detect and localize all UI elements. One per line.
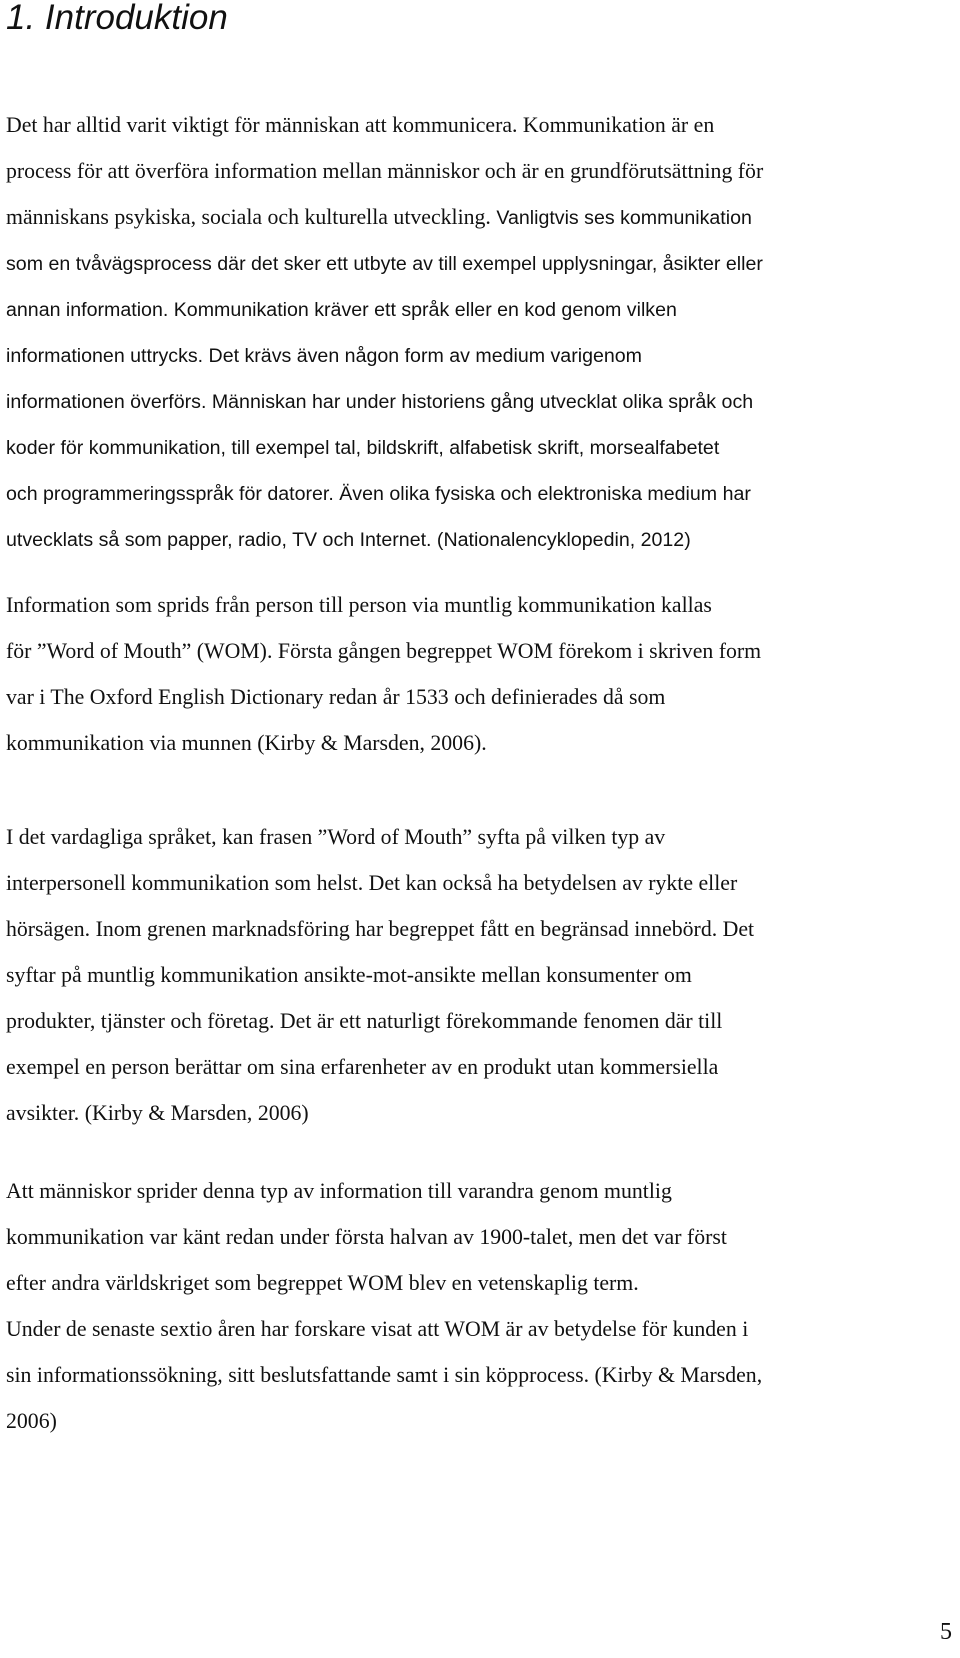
text-line: och programmeringsspråk för datorer. Även olika fysiska och elektroniska medium har [6,483,751,505]
text-line [6,194,951,241]
paragraph-everyday-language [6,814,951,1136]
text-line: avsikter. (Kirby & Marsden, 2006) [6,1101,309,1125]
paragraph-word-of-mouth [6,582,951,766]
text-line: koder för kommunikation, till exempel tal, bildskrift, alfabetisk skrift, morsealfabetet [6,437,720,459]
text-line: process för att överföra information mellan människor och är en grundförutsättning för [6,159,764,183]
text-line: sin informationssökning, sitt beslutsfattande samt i sin köpprocess. (Kirby & Marsden, [6,1363,763,1387]
text-line: interpersonell kommunikation som helst. Det kan också ha betydelsen av rykte eller [6,871,738,895]
page-number: 5 [940,1619,952,1645]
text-line: hörsägen. Inom grenen marknadsföring har begreppet fått en begränsad innebörd. Det [6,917,755,941]
text-line: 2006) [6,1409,57,1433]
text-line: var i The Oxford English Dictionary redan år 1533 och definierades då som [6,685,666,709]
text-line: Att människor sprider denna typ av information till varandra genom muntlig [6,1179,672,1203]
text-line: för ”Word of Mouth” (WOM). Första gången begreppet WOM förekom i skriven form [6,639,762,663]
text-line: syftar på muntlig kommunikation ansikte-mot-ansikte mellan konsumenter om [6,963,692,987]
text-line: utvecklats så som papper, radio, TV och Internet. (Nationalencyklopedin, 2012) [6,529,691,551]
text-run: människans psykiska, sociala och kulturella utveckling. [6,205,491,229]
text-line: I det vardagliga språket, kan frasen ”Word of Mouth” syfta på vilken typ av [6,825,666,849]
text-line: produkter, tjänster och företag. Det är ett naturligt förekommande fenomen där till [6,1009,723,1033]
text-line: Under de senaste sextio åren har forskare visat att WOM är av betydelse för kunden i [6,1317,749,1341]
text-line: kommunikation var känt redan under första halvan av 1900-talet, men det var först [6,1225,727,1249]
text-line: som en tvåvägsprocess där det sker ett utbyte av till exempel upplysningar, åsikter eller [6,253,763,275]
text-run: Vanligtvis ses kommunikation [496,207,752,229]
text-line: annan information. Kommunikation kräver ett språk eller en kod genom vilken [6,299,677,321]
text-line: informationen uttrycks. Det krävs även någon form av medium varigenom [6,345,642,367]
section-heading: 1. Introduktion [6,0,228,37]
text-line: efter andra världskriget som begreppet WOM blev en vetenskaplig term. [6,1271,639,1295]
text-line: kommunikation via munnen (Kirby & Marsden, 2006). [6,731,487,755]
text-line: exempel en person berättar om sina erfarenheter av en produkt utan kommersiella [6,1055,719,1079]
text-line: informationen överförs. Människan har under historiens gång utvecklat olika språk och [6,391,754,413]
text-line: Information som sprids från person till person via muntlig kommunikation kallas [6,593,712,617]
paragraph-communication [6,102,951,563]
paragraph-history-of-wom [6,1168,951,1444]
text-line: Det har alltid varit viktigt för människan att kommunicera. Kommunikation är en [6,113,715,137]
